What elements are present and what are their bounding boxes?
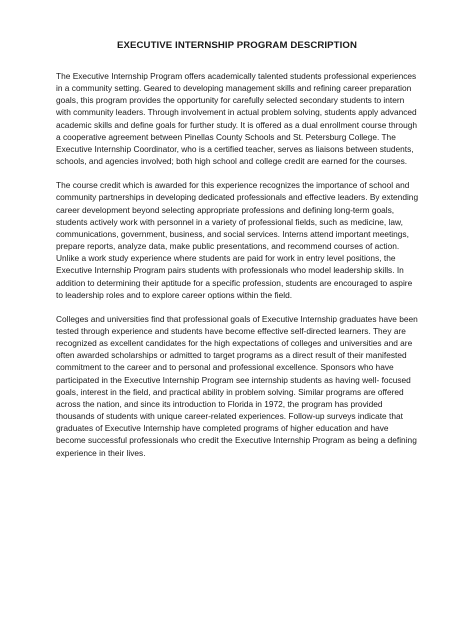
document-body [56,70,420,471]
paragraph-program-overview: The Executive Internship Program offers academically talented students professional experiences in a community setting. Geared to developing management skills and refining career preparation goals, this program provides the opportunity for carefully selected secondary students to intern with community leaders. Through involvement in actual problem solving, students apply advanced academic skills and define goals for further study. It is offered as a dual enrollment course through a cooperative agreement between Pinellas County Schools and St. Petersburg College. The Executive Internship Coordinator, who is a certified teacher, serves as liaisons between students, schools, and agencies involved; both high school and college credit are earned for the courses. [56,71,417,167]
paragraph-colleges-universities: Colleges and universities find that professional goals of Executive Internship graduates have been tested through experience and students have become effective self-directed learners. They are recognized as excellent candidates for the high expectations of colleges and universities and are often awarded scholarships or admitted to target programs as a direct result of their manifested commitment to the career and to personal and professional excellence. Sponsors who have participated in the Executive Internship Program see internship students as having well- focused goals, interest in the field, and practical ability in problem solving. Similar programs are offered across the nation, and since its introduction to Florida in 1972, the program has provided thousands of students with unique career-related experiences. Follow-up surveys indicate that graduates of Executive Internship have completed programs of higher education and have become successful professionals who credit the Executive Internship Program as being a defining experience in their lives. [56,313,418,458]
document-title: EXECUTIVE INTERNSHIP PROGRAM DESCRIPTION [117,40,357,51]
paragraph-course-credit: The course credit which is awarded for this experience recognizes the importance of school and community partnerships in developing dedicated professionals and effective leaders. By extending career development beyond selecting appropriate professions and defining long-term goals, students actively work with personnel in a variety of professional fields, such as medicine, law, communications, government, business, and social services. Interns attend important meetings, prepare reports, analyze data, make public presentations, and recommend courses of action. Unlike a work study experience where students are paid for work in entry level positions, the Executive Internship Program pairs students with professionals who model leadership skills. In addition to determining their aptitude for a specific profession, students are encouraged to aspire to leadership roles and to explore career options within the field. [56,180,419,300]
